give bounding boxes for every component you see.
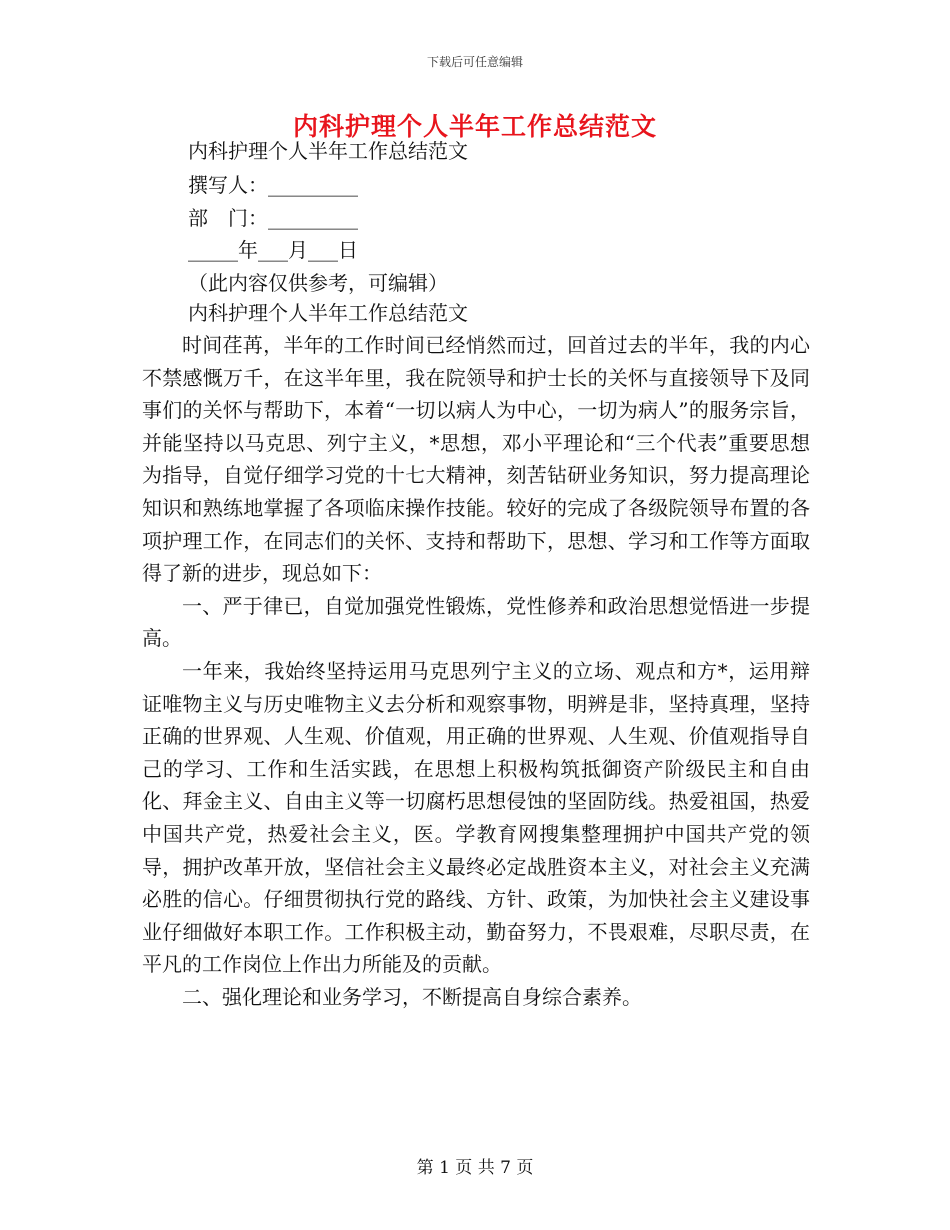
subtitle-line: 内科护理个人半年工作总结范文 xyxy=(188,139,468,163)
repeated-title-line: 内科护理个人半年工作总结范文 xyxy=(188,301,468,325)
date-line: _____年___月___日 xyxy=(188,238,358,262)
document-title: 内科护理个人半年工作总结范文 xyxy=(292,112,657,141)
disclaimer-line: （此内容仅供参考，可编辑） xyxy=(188,271,448,295)
paragraph-heading-2: 二、强化理论和业务学习，不断提高自身综合素养。 xyxy=(182,984,642,1009)
body-text xyxy=(142,329,810,1013)
paragraph-heading-1: 一、严于律已，自觉加强党性锻炼，党性修养和政治思想觉悟进一步提高。 xyxy=(142,593,810,651)
page-number-footer: 第 1 页 共 7 页 xyxy=(416,1158,534,1178)
department-line: 部 门：_________ xyxy=(188,206,358,230)
author-line: 撰写人：_________ xyxy=(188,173,358,197)
header-note: 下载后可任意编辑 xyxy=(426,55,523,69)
paragraph-intro: 时间荏苒，半年的工作时间已经悄然而过，回首过去的半年，我的内心不禁感慨万千，在这半年里，我在院领导和护士长的关怀与直接领导下及同事们的关怀与帮助下，本着“一切以病人为中心，一切为病人”的服务宗旨，并能坚持以马克思、列宁主义，*思想，邓小平理论和“三个代表”重要思想为指导，自觉仔细学习党的十七大精神，刻苦钻研业务知识，努力提高理论知识和熟练地掌握了各项临床操作技能。较好的完成了各级院领导布置的各项护理工作，在同志们的关怀、支持和帮助下，思想、学习和工作等方面取得了新的进步，现总如下： xyxy=(142,333,810,586)
paragraph-body-1: 一年来，我始终坚持运用马克思列宁主义的立场、观点和方*，运用辩证唯物主义与历史唯物主义去分析和观察事物，明辨是非，坚持真理，坚持正确的世界观、人生观、价值观，用正确的世界观、人生观、价值观指导自己的学习、工作和生活实践，在思想上积极构筑抵御资产阶级民主和自由化、拜金主义、自由主义等一切腐朽思想侵蚀的坚固防线。热爱祖国，热爱中国共产党，热爱社会主义，医。学教育网搜集整理拥护中国共产党的领导，拥护改革开放，坚信社会主义最终必定战胜资本主义，对社会主义充满必胜的信心。仔细贯彻执行党的路线、方针、政策，为加快社会主义建设事业仔细做好本职工作。工作积极主动，勤奋努力，不畏艰难，尽职尽责，在平凡的工作岗位上作出力所能及的贡献。 xyxy=(142,658,810,977)
